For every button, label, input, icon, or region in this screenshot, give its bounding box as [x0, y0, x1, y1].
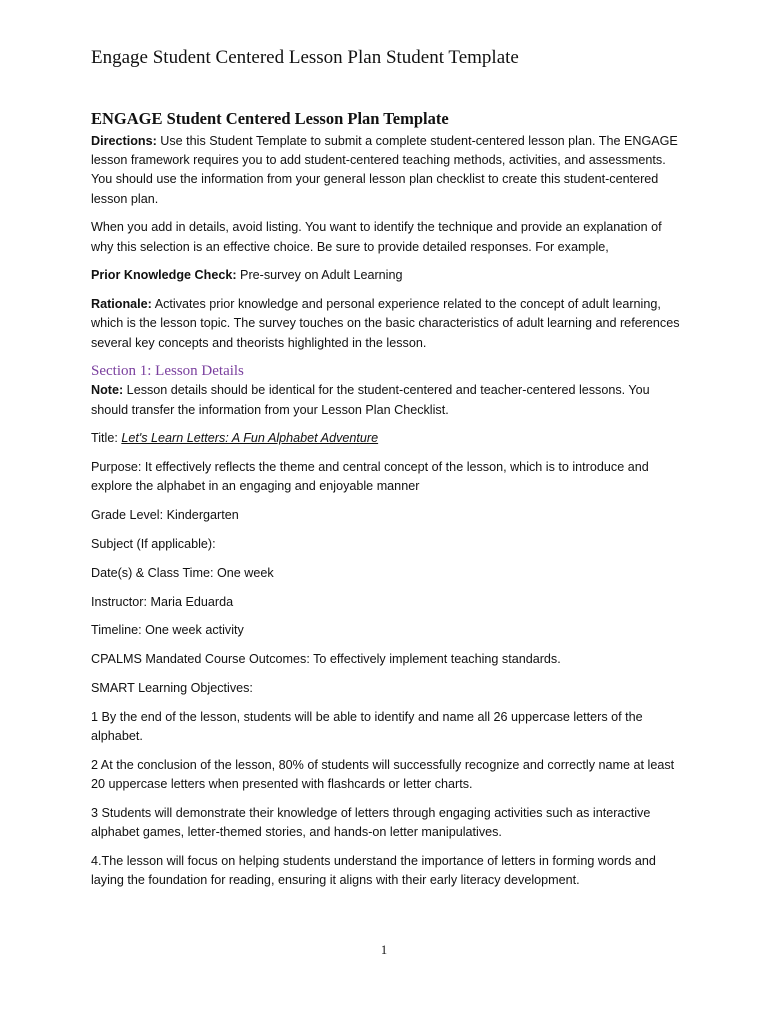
smart-objectives-heading: SMART Learning Objectives: — [91, 680, 253, 695]
section-1-heading: Section 1: Lesson Details — [91, 363, 244, 380]
lesson-title-value: Let's Learn Letters: A Fun Alphabet Adventure — [121, 431, 379, 446]
lesson-title-field — [91, 429, 681, 448]
directions-paragraph — [91, 132, 681, 209]
note-label: Note: — [91, 383, 124, 398]
lesson-title-label: Title: — [91, 431, 122, 446]
note-text: Lesson details should be identical for the student-centered and teacher-centered lessons. You should transfer the information from your Lesson Plan Checklist. — [91, 383, 650, 417]
rationale-paragraph — [91, 295, 681, 353]
details-paragraph: When you add in details, avoid listing. You want to identify the technique and provide an explanation of why this selection is an effective choice. Be sure to provide detailed responses. For example, — [91, 220, 662, 254]
page-number: 1 — [380, 943, 388, 957]
instructor-field: Instructor: Maria Eduarda — [91, 594, 234, 609]
prior-knowledge-text: Pre-survey on Adult Learning — [236, 268, 403, 283]
objective-item: 2 At the conclusion of the lesson, 80% of students will successfully recognize and correctly name at least 20 uppercase letters when presented with flashcards or letter charts. — [91, 757, 675, 791]
objective-item: 4.The lesson will focus on helping students understand the importance of letters in forming words and laying the foundation for reading, ensuring it aligns with their early literacy development. — [91, 853, 656, 887]
subject-field: Subject (If applicable): — [91, 537, 216, 551]
rationale-text: Activates prior knowledge and personal experience related to the concept of adult learning, which is the lesson topic. The survey touches on the basic characteristics of adult learning and references several key concepts and theorists highlighted in the lesson. — [91, 297, 680, 350]
directions-text: Use this Student Template to submit a complete student-centered lesson plan. The ENGAGE lesson framework requires you to add student-centered teaching methods, activities, and assessments. You should use the information from your general lesson plan checklist to create this student-centered lesson plan. — [91, 134, 678, 206]
rationale-label: Rationale: — [91, 297, 152, 312]
directions-label: Directions: — [91, 134, 157, 148]
objective-item: 1 By the end of the lesson, students will be able to identify and name all 26 uppercase letters of the alphabet. — [91, 709, 643, 743]
note-paragraph — [91, 381, 681, 419]
document-body — [91, 109, 681, 900]
running-header: Engage Student Centered Lesson Plan Student Template — [91, 47, 519, 68]
prior-knowledge-label: Prior Knowledge Check: — [91, 268, 237, 283]
grade-level-field: Grade Level: Kindergarten — [91, 508, 239, 523]
timeline-field: Timeline: One week activity — [91, 623, 244, 638]
date-time-field: Date(s) & Class Time: One week — [91, 565, 274, 580]
objective-item: 3 Students will demonstrate their knowledge of letters through engaging activities such as interactive alphabet games, letter-themed stories, and hands-on letter manipulatives. — [91, 805, 651, 839]
prior-knowledge-paragraph — [91, 266, 681, 285]
document-title: ENGAGE Student Centered Lesson Plan Template — [91, 109, 449, 128]
purpose-field: Purpose: It effectively reflects the theme and central concept of the lesson, which is to introduce and explore the alphabet in an engaging and enjoyable manner — [91, 460, 649, 494]
cpalms-field: CPALMS Mandated Course Outcomes: To effectively implement teaching standards. — [91, 652, 561, 667]
